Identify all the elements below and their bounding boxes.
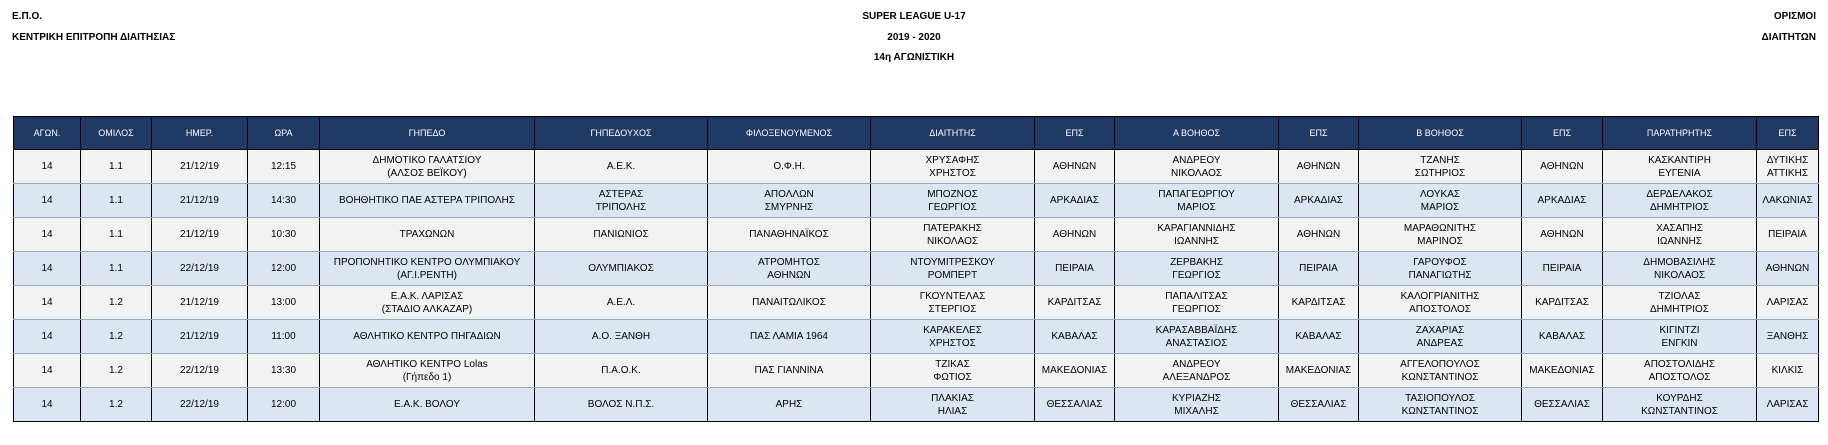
cell-b-assistant-eps [1522, 184, 1603, 218]
cell-observer-line: ΕΝΓΚΙΝ [1661, 337, 1698, 349]
cell-a-assistant [1115, 218, 1279, 252]
cell-a-assistant-line: ΜΑΡΙΟΣ [1177, 201, 1216, 213]
cell-b-assistant [1359, 286, 1522, 320]
col-header-away: ΦΙΛΟΞΕΝΟΥΜΕΝΟΣ [708, 117, 871, 150]
cell-referee-line: ΝΤΟΥΜΙΤΡΕΣΚΟΥ [910, 256, 995, 268]
table-row [14, 286, 1819, 320]
col-header-referee: ΔΙΑΙΤΗΤΗΣ [871, 117, 1035, 150]
col-header-home: ΓΗΠΕΔΟΥΧΟΣ [535, 117, 708, 150]
cell-group: 1.1 [81, 218, 152, 252]
cell-b-assistant [1359, 354, 1522, 388]
cell-b-assistant [1359, 388, 1522, 422]
cell-group: 1.2 [81, 354, 152, 388]
cell-a-assistant-line: ΠΑΠΑΓΕΩΡΓΙΟΥ [1158, 188, 1235, 200]
cell-b-assistant-line: ΚΩΝΣΤΑΝΤΙΝΟΣ [1401, 371, 1479, 383]
cell-observer-line: ΙΩΑΝΝΗΣ [1657, 235, 1702, 247]
cell-home-team [535, 184, 708, 218]
cell-time: 12:00 [248, 252, 320, 286]
cell-referee-line: ΦΩΤΙΟΣ [933, 371, 972, 383]
cell-date: 21/12/19 [152, 286, 248, 320]
cell-observer-eps [1757, 354, 1819, 388]
cell-away-team-line: ΑΡΗΣ [775, 399, 803, 410]
cell-a-assistant-eps [1279, 184, 1359, 218]
table-row [14, 320, 1819, 354]
cell-observer-line: ΤΖΙΟΛΑΣ [1658, 290, 1701, 302]
cell-b-assistant-line: ΑΝΔΡΕΑΣ [1416, 337, 1464, 349]
cell-b-assistant-line: ΤΖΑΝΗΣ [1420, 154, 1460, 166]
cell-referee-line: ΜΠΟΖΝΟΣ [927, 188, 978, 200]
cell-b-assistant-eps-line: ΑΘΗΝΩΝ [1540, 229, 1584, 240]
cell-a-assistant-line: ΚΥΡΙΑΖΗΣ [1172, 392, 1221, 404]
cell-group: 1.1 [81, 252, 152, 286]
cell-a-assistant-line: ΚΑΡΑΓΙΑΝΝΙΔΗΣ [1157, 222, 1236, 234]
cell-date: 21/12/19 [152, 184, 248, 218]
cell-observer [1603, 184, 1757, 218]
cell-date: 22/12/19 [152, 388, 248, 422]
cell-referee [871, 354, 1035, 388]
cell-date: 21/12/19 [152, 150, 248, 184]
cell-away-team [708, 388, 871, 422]
cell-referee [871, 252, 1035, 286]
cell-b-assistant-line: ΜΑΡΑΘΩΝΙΤΗΣ [1403, 222, 1477, 234]
cell-referee-line: ΠΛΑΚΙΑΣ [931, 392, 974, 404]
cell-date: 22/12/19 [152, 252, 248, 286]
cell-home-team-line: Α.Ε.Λ. [606, 297, 636, 308]
cell-a-assistant-line: ΑΛΕΞΑΝΔΡΟΣ [1162, 371, 1231, 383]
cell-observer-eps-line: ΑΤΤΙΚΗΣ [1767, 167, 1808, 179]
cell-observer-line: ΑΠΟΣΤΟΛΟΣ [1648, 371, 1711, 383]
cell-a-assistant-line: ΑΝΑΣΤΑΣΙΟΣ [1165, 337, 1228, 349]
cell-time: 12:15 [248, 150, 320, 184]
cell-b-assistant-line: ΚΩΝΣΤΑΝΤΙΝΟΣ [1401, 405, 1479, 417]
cell-b-assistant-line: ΤΑΣΙΟΠΟΥΛΟΣ [1405, 392, 1475, 404]
cell-observer-line: ΔΕΡΔΕΛΑΚΟΣ [1646, 188, 1713, 200]
cell-observer-line: ΔΗΜΗΤΡΙΟΣ [1650, 303, 1709, 315]
cell-b-assistant [1359, 184, 1522, 218]
cell-home-team [535, 388, 708, 422]
cell-round: 14 [14, 320, 81, 354]
cell-b-assistant-eps [1522, 252, 1603, 286]
cell-observer-line: ΚΟΥΡΔΗΣ [1656, 392, 1703, 404]
cell-observer-line: ΔΗΜΗΤΡΙΟΣ [1650, 201, 1709, 213]
cell-observer-eps [1757, 286, 1819, 320]
cell-observer-line: ΚΙΓΙΝΤΖΙ [1659, 324, 1700, 336]
col-header-observer-eps: ΕΠΣ [1757, 117, 1819, 150]
cell-observer [1603, 218, 1757, 252]
col-header-time: ΩΡΑ [248, 117, 320, 150]
cell-a-assistant [1115, 320, 1279, 354]
referees-label: ΔΙΑΙΤΗΤΩΝ [1761, 32, 1816, 43]
cell-observer-line: ΝΙΚΟΛΑΟΣ [1653, 269, 1706, 281]
cell-group: 1.2 [81, 286, 152, 320]
cell-referee-eps [1035, 184, 1115, 218]
table-row [14, 218, 1819, 252]
cell-stadium [320, 184, 535, 218]
cell-b-assistant-line: ΣΩΤΗΡΙΟΣ [1414, 167, 1466, 179]
cell-time: 13:00 [248, 286, 320, 320]
cell-stadium [320, 354, 535, 388]
cell-away-team-line: ΠΑΣ ΛΑΜΙΑ 1964 [750, 331, 828, 342]
org-name: Ε.Π.Ο. [12, 11, 43, 22]
cell-b-assistant [1359, 218, 1522, 252]
cell-date: 21/12/19 [152, 218, 248, 252]
cell-b-assistant [1359, 252, 1522, 286]
cell-stadium-line: Ε.Α.Κ. ΒΟΛΟΥ [394, 399, 460, 410]
cell-stadium [320, 252, 535, 286]
cell-a-assistant-eps [1279, 320, 1359, 354]
cell-b-assistant-line: ΑΓΓΕΛΟΠΟΥΛΟΣ [1400, 358, 1480, 370]
cell-group: 1.2 [81, 388, 152, 422]
cell-b-assistant-line: ΑΠΟΣΤΟΛΟΣ [1409, 303, 1471, 315]
cell-referee-line: ΣΤΕΡΓΙΟΣ [928, 303, 977, 315]
cell-referee-line: ΡΟΜΠΕΡΤ [927, 269, 978, 281]
cell-away-team [708, 252, 871, 286]
cell-stadium [320, 388, 535, 422]
cell-home-team-line: ΒΟΛΟΣ Ν.Π.Σ. [587, 399, 655, 410]
cell-observer-eps [1757, 252, 1819, 286]
cell-home-team-line: ΟΛΥΜΠΙΑΚΟΣ [588, 263, 654, 274]
cell-a-assistant-line: ΠΑΠΑΛΙΤΣΑΣ [1165, 290, 1228, 302]
cell-away-team-line: ΑΤΡΟΜΗΤΟΣ [758, 256, 820, 268]
cell-away-team-line: ΠΑΝΑΙΤΩΛΙΚΟΣ [752, 297, 826, 308]
col-header-stadium: ΓΗΠΕΔΟ [320, 117, 535, 150]
table-row [14, 184, 1819, 218]
cell-observer-eps-line: ΔΥΤΙΚΗΣ [1766, 154, 1809, 166]
cell-round: 14 [14, 388, 81, 422]
table-header-row [14, 117, 1819, 150]
cell-referee-eps-line: ΑΘΗΝΩΝ [1052, 229, 1097, 240]
cell-observer-eps [1757, 218, 1819, 252]
cell-b-assistant-eps [1522, 320, 1603, 354]
cell-b-assistant-line: ΠΑΝΑΓΙΩΤΗΣ [1408, 269, 1472, 281]
cell-observer-line: ΚΩΝΣΤΑΝΤΙΝΟΣ [1641, 405, 1718, 417]
committee-name: ΚΕΝΤΡΙΚΗ ΕΠΙΤΡΟΠΗ ΔΙΑΙΤΗΣΙΑΣ [12, 32, 176, 43]
cell-stadium [320, 150, 535, 184]
cell-round: 14 [14, 354, 81, 388]
cell-away-team-line: ΠΑΣ ΓΙΑΝΝΙΝΑ [754, 365, 824, 376]
cell-referee-eps-line: ΘΕΣΣΑΛΙΑΣ [1046, 399, 1103, 410]
col-header-round: ΑΓΩΝ. [14, 117, 81, 150]
cell-group: 1.1 [81, 150, 152, 184]
cell-observer-eps-line: ΚΙΛΚΙΣ [1771, 365, 1804, 376]
cell-stadium [320, 320, 535, 354]
cell-a-assistant [1115, 388, 1279, 422]
cell-referee-eps [1035, 286, 1115, 320]
cell-home-team [535, 252, 708, 286]
cell-away-team [708, 184, 871, 218]
cell-b-assistant-eps-line: ΑΘΗΝΩΝ [1540, 161, 1584, 172]
table-row [14, 388, 1819, 422]
cell-b-assistant-line: ΓΑΡΟΥΦΟΣ [1413, 256, 1467, 268]
cell-a-assistant-eps [1279, 150, 1359, 184]
cell-b-assistant [1359, 150, 1522, 184]
cell-referee-eps [1035, 150, 1115, 184]
cell-observer [1603, 252, 1757, 286]
cell-a-assistant [1115, 150, 1279, 184]
cell-a-assistant-eps-line: ΘΕΣΣΑΛΙΑΣ [1290, 399, 1347, 410]
cell-stadium-line: ΑΘΛΗΤΙΚΟ ΚΕΝΤΡΟ ΠΗΓΑΔΙΩΝ [353, 331, 501, 342]
cell-a-assistant [1115, 252, 1279, 286]
cell-b-assistant-line: ΚΑΛΟΓΡΙΑΝΙΤΗΣ [1400, 290, 1480, 302]
cell-group: 1.2 [81, 320, 152, 354]
cell-b-assistant-eps-line: ΘΕΣΣΑΛΙΑΣ [1534, 399, 1590, 410]
cell-home-team [535, 320, 708, 354]
cell-observer [1603, 320, 1757, 354]
cell-a-assistant-line: ΓΕΩΡΓΙΟΣ [1172, 269, 1221, 281]
col-header-b-eps: ΕΠΣ [1522, 117, 1603, 150]
cell-observer-line: ΔΗΜΟΒΑΣΙΛΗΣ [1643, 256, 1716, 268]
col-header-referee-eps: ΕΠΣ [1035, 117, 1115, 150]
table-row [14, 252, 1819, 286]
cell-stadium-line: ΒΟΗΘΗΤΙΚΟ ΠΑΕ ΑΣΤΕΡΑ ΤΡΙΠΟΛΗΣ [339, 195, 515, 206]
cell-home-team [535, 286, 708, 320]
cell-b-assistant-eps [1522, 354, 1603, 388]
cell-time: 10:30 [248, 218, 320, 252]
cell-home-team [535, 354, 708, 388]
cell-stadium-line: (ΣΤΑΔΙΟ ΑΛΚΑΖΑΡ) [381, 303, 473, 315]
col-header-date: ΗΜΕΡ. [152, 117, 248, 150]
cell-stadium [320, 218, 535, 252]
cell-a-assistant-eps-line: ΑΘΗΝΩΝ [1296, 229, 1341, 240]
cell-time: 11:00 [248, 320, 320, 354]
cell-referee-line: ΤΖΙΚΑΣ [935, 358, 970, 370]
appointments-table [13, 116, 1819, 422]
cell-a-assistant-eps-line: ΜΑΚΕΔΟΝΙΑΣ [1285, 365, 1352, 376]
cell-stadium-line: ΑΘΛΗΤΙΚΟ ΚΕΝΤΡΟ Lolas [366, 358, 488, 370]
cell-stadium-line: ΠΡΟΠΟΝΗΤΙΚΟ ΚΕΝΤΡΟ ΟΛΥΜΠΙΑΚΟΥ [333, 256, 521, 268]
cell-referee-line: ΗΛΙΑΣ [937, 405, 968, 417]
cell-away-team-line: ΑΠΟΛΛΩΝ [764, 188, 814, 200]
cell-home-team [535, 218, 708, 252]
cell-away-team [708, 320, 871, 354]
cell-time: 13:30 [248, 354, 320, 388]
cell-referee-eps-line: ΑΡΚΑΔΙΑΣ [1050, 195, 1099, 206]
cell-a-assistant-eps [1279, 252, 1359, 286]
table-row [14, 150, 1819, 184]
cell-observer-line: ΧΑΣΑΠΗΣ [1656, 222, 1703, 234]
col-header-b-assistant: Β ΒΟΗΘΟΣ [1359, 117, 1522, 150]
cell-referee-line: ΓΚΟΥΝΤΕΛΑΣ [919, 290, 986, 302]
cell-round: 14 [14, 184, 81, 218]
cell-a-assistant [1115, 286, 1279, 320]
cell-b-assistant-line: ΜΑΡΙΝΟΣ [1417, 235, 1463, 247]
cell-b-assistant-eps-line: ΚΑΡΔΙΤΣΑΣ [1535, 297, 1589, 308]
cell-observer-eps [1757, 150, 1819, 184]
cell-observer-line: ΚΑΣΚΑΝΤΙΡΗ [1648, 154, 1711, 166]
cell-b-assistant [1359, 320, 1522, 354]
cell-b-assistant-eps-line: ΑΡΚΑΔΙΑΣ [1537, 195, 1587, 206]
cell-a-assistant-eps-line: ΚΑΡΔΙΤΣΑΣ [1291, 297, 1346, 308]
cell-b-assistant-line: ΛΟΥΚΑΣ [1419, 188, 1461, 200]
table-row [14, 354, 1819, 388]
cell-home-team-line: Α.Ο. ΞΑΝΘΗ [591, 331, 651, 342]
col-header-a-eps: ΕΠΣ [1279, 117, 1359, 150]
cell-referee [871, 320, 1035, 354]
cell-away-team [708, 218, 871, 252]
col-header-a-assistant: Α ΒΟΗΘΟΣ [1115, 117, 1279, 150]
cell-b-assistant-eps-line: ΜΑΚΕΔΟΝΙΑΣ [1529, 365, 1595, 376]
cell-a-assistant [1115, 184, 1279, 218]
cell-referee-line: ΝΙΚΟΛΑΟΣ [926, 235, 979, 247]
cell-referee-eps-line: ΑΘΗΝΩΝ [1052, 161, 1097, 172]
cell-referee-line: ΠΑΤΕΡΑΚΗΣ [923, 222, 982, 234]
cell-referee [871, 184, 1035, 218]
cell-observer-eps [1757, 320, 1819, 354]
league-title: SUPER LEAGUE U-17 [862, 11, 966, 22]
cell-observer-eps-line: ΛΑΡΙΣΑΣ [1766, 399, 1809, 410]
round-label: 14η ΑΓΩΝΙΣΤΙΚΗ [873, 52, 955, 63]
cell-referee [871, 286, 1035, 320]
cell-a-assistant-eps [1279, 388, 1359, 422]
cell-observer-line: ΕΥΓΕΝΙΑ [1658, 167, 1701, 179]
cell-stadium [320, 286, 535, 320]
cell-referee-line: ΧΡΗΣΤΟΣ [929, 167, 976, 179]
cell-observer [1603, 150, 1757, 184]
cell-away-team-line: ΠΑΝΑΘΗΝΑΪΚΟΣ [749, 229, 829, 240]
cell-away-team [708, 150, 871, 184]
cell-time: 12:00 [248, 388, 320, 422]
cell-a-assistant-eps-line: ΠΕΙΡΑΙΑ [1299, 263, 1338, 274]
appointments-label: ΟΡΙΣΜΟΙ [1773, 11, 1816, 22]
cell-a-assistant-line: ΝΙΚΟΛΑΟΣ [1170, 167, 1223, 179]
cell-referee-eps [1035, 252, 1115, 286]
col-header-group: ΟΜΙΛΟΣ [81, 117, 152, 150]
cell-observer-eps-line: ΠΕΙΡΑΙΑ [1768, 229, 1807, 240]
cell-a-assistant-line: ΑΝΔΡΕΟΥ [1172, 154, 1221, 166]
cell-observer-eps-line: ΛΑΚΩΝΙΑΣ [1762, 195, 1813, 206]
cell-referee [871, 388, 1035, 422]
cell-home-team-line: Π.Α.Ο.Κ. [601, 365, 641, 376]
cell-referee-line: ΧΡΗΣΤΟΣ [929, 337, 976, 349]
cell-b-assistant-eps-line: ΚΑΒΑΛΑΣ [1538, 331, 1586, 342]
cell-stadium-line: ΤΡΑΧΩΝΩΝ [399, 229, 455, 240]
cell-away-team-line: Ο.Φ.Η. [773, 161, 805, 172]
cell-a-assistant-line: ΖΕΡΒΑΚΗΣ [1170, 256, 1223, 268]
cell-referee-eps [1035, 320, 1115, 354]
cell-a-assistant-eps-line: ΚΑΒΑΛΑΣ [1295, 331, 1342, 342]
cell-referee [871, 150, 1035, 184]
cell-referee-eps-line: ΠΕΙΡΑΙΑ [1055, 263, 1094, 274]
cell-observer-eps-line: ΞΑΝΘΗΣ [1766, 331, 1809, 342]
cell-b-assistant-eps-line: ΠΕΙΡΑΙΑ [1542, 263, 1582, 274]
cell-referee-eps-line: ΚΑΡΔΙΤΣΑΣ [1047, 297, 1102, 308]
cell-observer [1603, 388, 1757, 422]
cell-home-team-line: ΑΣΤΕΡΑΣ [598, 188, 644, 200]
cell-away-team-line: ΣΜΥΡΝΗΣ [764, 201, 814, 213]
cell-home-team-line: ΠΑΝΙΩΝΙΟΣ [593, 229, 649, 240]
cell-away-team [708, 286, 871, 320]
cell-stadium-line: Ε.Α.Κ. ΛΑΡΙΣΑΣ [390, 290, 464, 302]
cell-referee-eps [1035, 218, 1115, 252]
cell-group: 1.1 [81, 184, 152, 218]
cell-stadium-line: (ΑΛΣΟΣ ΒΕΪΚΟΥ) [387, 167, 467, 179]
cell-referee [871, 218, 1035, 252]
cell-observer-eps-line: ΑΘΗΝΩΝ [1765, 263, 1810, 274]
cell-referee-eps-line: ΚΑΒΑΛΑΣ [1051, 331, 1098, 342]
cell-round: 14 [14, 218, 81, 252]
cell-b-assistant-eps [1522, 218, 1603, 252]
cell-a-assistant-eps-line: ΑΘΗΝΩΝ [1296, 161, 1341, 172]
cell-a-assistant-eps [1279, 286, 1359, 320]
cell-a-assistant-line: ΑΝΔΡΕΟΥ [1172, 358, 1221, 370]
cell-home-team-line: ΤΡΙΠΟΛΗΣ [595, 201, 647, 213]
cell-round: 14 [14, 150, 81, 184]
cell-observer-eps [1757, 388, 1819, 422]
cell-time: 14:30 [248, 184, 320, 218]
cell-a-assistant-line: ΓΕΩΡΓΙΟΣ [1172, 303, 1221, 315]
cell-a-assistant-line: ΚΑΡΑΣΑΒΒΑΪΔΗΣ [1155, 324, 1238, 336]
cell-date: 21/12/19 [152, 320, 248, 354]
cell-referee-eps [1035, 388, 1115, 422]
cell-a-assistant [1115, 354, 1279, 388]
cell-b-assistant-line: ΜΑΡΙΟΣ [1420, 201, 1460, 213]
cell-observer-eps-line: ΛΑΡΙΣΑΣ [1766, 297, 1809, 308]
cell-a-assistant-line: ΙΩΑΝΝΗΣ [1174, 235, 1219, 247]
cell-round: 14 [14, 252, 81, 286]
cell-b-assistant-eps [1522, 388, 1603, 422]
cell-stadium-line: (ΑΓ.Ι.ΡΕΝΤΗ) [397, 269, 457, 281]
cell-away-team-line: ΑΘΗΝΩΝ [767, 269, 811, 281]
cell-a-assistant-eps-line: ΑΡΚΑΔΙΑΣ [1294, 195, 1343, 206]
cell-b-assistant-eps [1522, 150, 1603, 184]
cell-home-team-line: Α.Ε.Κ. [606, 161, 636, 172]
cell-b-assistant-eps [1522, 286, 1603, 320]
cell-a-assistant-line: ΜΙΧΑΛΗΣ [1174, 405, 1219, 417]
cell-date: 22/12/19 [152, 354, 248, 388]
cell-referee-line: ΧΡΥΣΑΦΗΣ [925, 154, 980, 166]
cell-stadium-line: (Γήπεδο 1) [402, 371, 452, 383]
cell-observer-line: ΑΠΟΣΤΟΛΙΔΗΣ [1644, 358, 1715, 370]
cell-stadium-line: ΔΗΜΟΤΙΚΟ ΓΑΛΑΤΣΙΟΥ [372, 154, 482, 166]
season-label: 2019 - 2020 [887, 32, 941, 43]
cell-observer [1603, 354, 1757, 388]
cell-away-team [708, 354, 871, 388]
cell-observer-eps [1757, 184, 1819, 218]
cell-observer [1603, 286, 1757, 320]
cell-referee-line: ΓΕΩΡΓΙΟΣ [928, 201, 977, 213]
cell-b-assistant-line: ΖΑΧΑΡΙΑΣ [1415, 324, 1465, 336]
cell-referee-eps-line: ΜΑΚΕΔΟΝΙΑΣ [1041, 365, 1108, 376]
cell-a-assistant-eps [1279, 354, 1359, 388]
cell-referee-line: ΚΑΡΑΚΕΛΕΣ [923, 324, 982, 336]
cell-referee-eps [1035, 354, 1115, 388]
cell-round: 14 [14, 286, 81, 320]
cell-a-assistant-eps [1279, 218, 1359, 252]
cell-home-team [535, 150, 708, 184]
col-header-observer: ΠΑΡΑΤΗΡΗΤΗΣ [1603, 117, 1757, 150]
